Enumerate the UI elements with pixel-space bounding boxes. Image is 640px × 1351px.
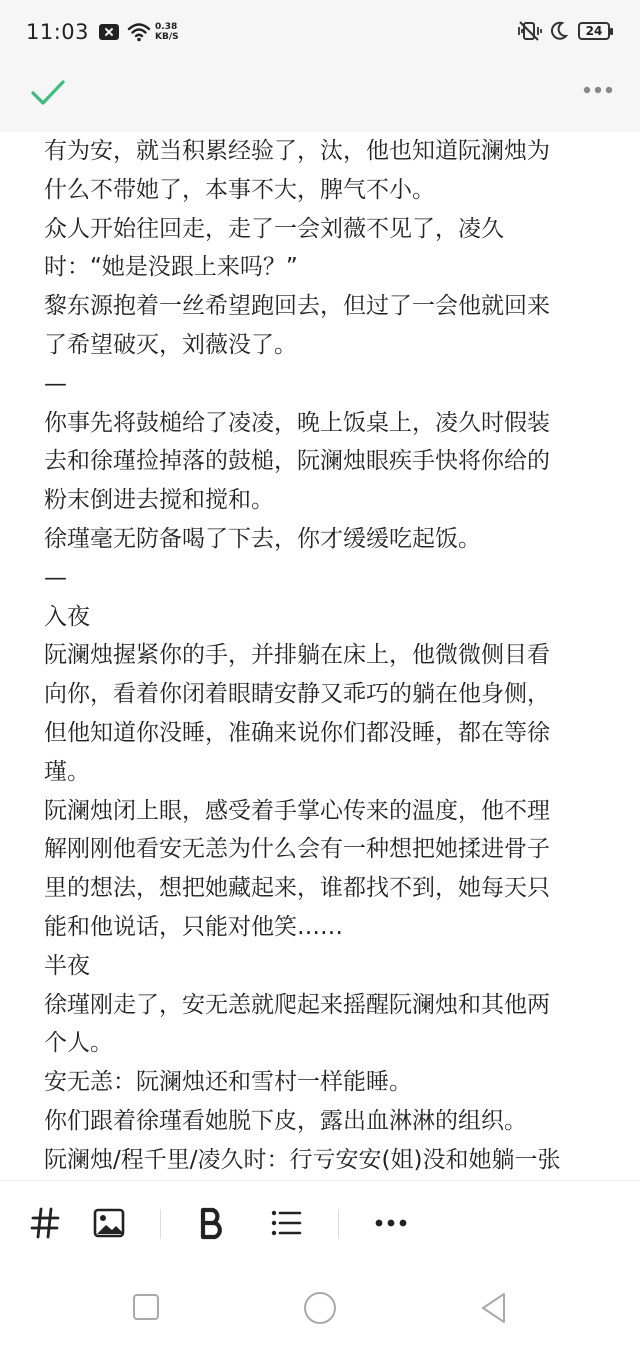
status-bar xyxy=(0,0,640,64)
more-horizontal-icon[interactable] xyxy=(582,80,614,100)
do-not-disturb-moon-icon xyxy=(548,20,568,42)
note-line: 你们跟着徐瑾看她脱下皮，露出血淋淋的组织。 xyxy=(44,1107,527,1134)
note-line: 粉末倒进去搅和搅和。 xyxy=(44,487,274,514)
image-icon[interactable] xyxy=(93,1206,125,1240)
bold-icon[interactable] xyxy=(198,1206,226,1240)
note-line: 能和他说话，只能对他笑…… xyxy=(44,913,343,940)
note-line: 黎东源抱着一丝希望跑回去，但过了一会他就回来 xyxy=(44,293,550,320)
vibrate-mute-icon xyxy=(516,20,542,42)
home-icon[interactable] xyxy=(302,1290,338,1326)
note-line: 了希望破灭，刘薇没了。 xyxy=(44,331,297,358)
note-line: 个人。 xyxy=(44,1030,113,1057)
network-speed-unit: KB/S xyxy=(155,32,179,42)
note-line: 安无恙：阮澜烛还和雪村一样能睡。 xyxy=(44,1069,412,1096)
note-line: 解刚刚他看安无恙为什么会有一种想把她揉进骨子 xyxy=(44,836,550,863)
hashtag-icon[interactable] xyxy=(30,1206,60,1240)
wifi-icon xyxy=(127,21,151,43)
format-toolbar xyxy=(0,1180,640,1267)
recent-apps-icon[interactable] xyxy=(132,1290,160,1324)
note-line: 但他知道你没睡，准确来说你们都没睡，都在等徐 xyxy=(44,719,550,746)
system-nav-bar xyxy=(0,1266,640,1351)
note-line: 阮澜烛/程千里/凌久时：行亏安安(姐)没和她躺一张 xyxy=(44,1146,561,1173)
editor-header xyxy=(0,64,640,132)
note-line: — xyxy=(44,564,67,591)
battery-level: 24 xyxy=(585,24,603,38)
note-line: 里的想法，想把她藏起来，谁都找不到，她每天只 xyxy=(44,875,550,902)
note-line: 众人开始往回走，走了一会刘薇不见了，凌久 xyxy=(44,215,504,242)
note-line: 半夜 xyxy=(44,952,90,979)
more-icon[interactable] xyxy=(374,1206,408,1240)
battery-icon xyxy=(578,22,610,40)
network-speed xyxy=(155,22,179,42)
note-line: 入夜 xyxy=(44,603,90,630)
note-line: 有为安，就当积累经验了，汰，他也知道阮澜烛为 xyxy=(44,138,550,164)
network-speed-value: 0.38 xyxy=(155,22,178,32)
check-icon[interactable] xyxy=(28,72,68,112)
toolbar-separator xyxy=(338,1209,339,1239)
note-editor[interactable] xyxy=(44,132,604,1180)
toolbar-separator xyxy=(160,1209,161,1239)
back-icon[interactable] xyxy=(478,1290,508,1326)
status-right xyxy=(516,20,610,42)
note-line: 去和徐瑾捡掉落的鼓槌，阮澜烛眼疾手快将你给的 xyxy=(44,448,550,475)
note-line: 向你，看着你闭着眼睛安静又乖巧的躺在他身侧， xyxy=(44,681,550,708)
note-line: 时：“她是没跟上来吗？” xyxy=(44,254,298,281)
note-line: 阮澜烛握紧你的手，并排躺在床上，他微微侧目看 xyxy=(44,642,550,669)
note-line: 徐瑾毫无防备喝了下去，你才缓缓吃起饭。 xyxy=(44,525,481,552)
list-icon[interactable] xyxy=(270,1206,302,1240)
status-left xyxy=(26,20,179,44)
note-line: — xyxy=(44,370,67,397)
note-line: 什么不带她了，本事不大，脾气不小。 xyxy=(44,176,435,203)
notification-close-icon xyxy=(99,24,119,40)
note-line: 徐瑾刚走了，安无恙就爬起来摇醒阮澜烛和其他两 xyxy=(44,991,550,1018)
note-line: 瑾。 xyxy=(44,758,90,785)
note-line: 阮澜烛闭上眼，感受着手掌心传来的温度，他不理 xyxy=(44,797,550,824)
status-time: 11:03 xyxy=(26,20,90,44)
note-line: 你事先将鼓槌给了凌凌，晚上饭桌上，凌久时假装 xyxy=(44,409,550,436)
